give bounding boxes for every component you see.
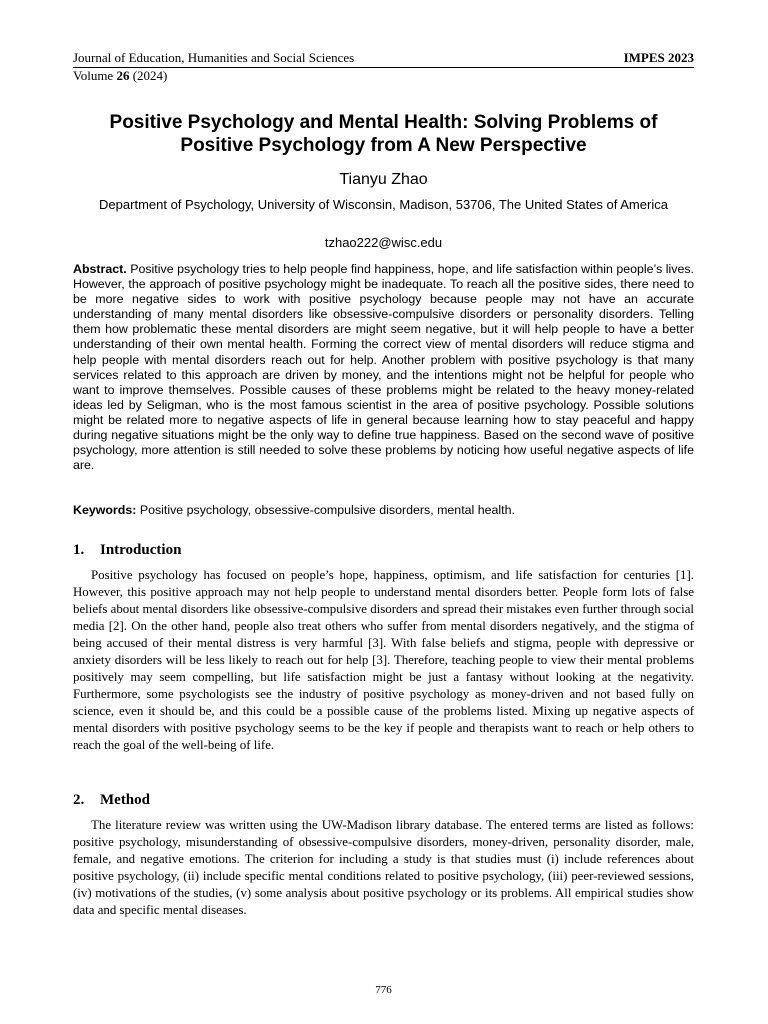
abstract-text: Positive psychology tries to help people find happiness, hope, and life satisfaction within people’s lives. However, the approach of positive psychology might be inadequate. To reach all the positive sides, there need to be more negative sides to work with positive psychology because people may not have an accurate understanding of many mental disorders like obsessive-compulsive disorders or personality disorders. Telling them how problematic these mental disorders are might seem negative, but it will help people to have a better understanding of their own mental health. Forming the correct view of mental disorders will reduce stigma and help people with mental disorders reach out for help. Another problem with positive psychology is that many services related to this approach are driven by money, and the intentions might not be helpful for people who want to improve themselves. Possible causes of these problems might be related to the heavy money-related ideas led by Seligman, who is the most famous scientist in the area of positive psychology. Possible solutions might be related more to negative aspects of life in general because learning how to stay peaceful and happy during negative situations might be the only way to define true happiness. Based on the second wave of positive psychology, more attention is still needed to solve these problems by noticing how useful negative aspects of life are.	[73, 262, 694, 473]
page-number: 776	[375, 984, 392, 996]
author-name: Tianyu Zhao	[339, 171, 428, 188]
volume-line	[73, 68, 694, 83]
conference-name: IMPES 2023	[623, 50, 694, 65]
journal-name: Journal of Education, Humanities and Social Sciences	[73, 50, 355, 65]
author-affiliation: Department of Psychology, University of Wisconsin, Madison, 53706, The United States of America	[99, 197, 668, 212]
section-heading-introduction	[73, 541, 694, 559]
abstract-label: Abstract.	[73, 262, 127, 276]
section-number: 1.	[73, 542, 85, 558]
keywords	[73, 503, 694, 518]
keywords-label: Keywords:	[73, 503, 137, 517]
keywords-text: Positive psychology, obsessive-compulsive disorders, mental health.	[139, 503, 515, 517]
abstract	[73, 262, 694, 473]
paper-title: Positive Psychology and Mental Health: Solving Problems of Positive Psychology from A New Perspective	[109, 112, 658, 156]
volume-label: Volume	[73, 68, 114, 83]
volume-number: 26	[116, 68, 130, 83]
running-header	[73, 50, 694, 83]
section-heading-method	[73, 791, 694, 809]
section-title: Method	[100, 792, 150, 808]
introduction-paragraph: Positive psychology has focused on people’s hope, happiness, optimism, and life satisfaction for centuries [1]. However, this positive approach may not help people to understand mental disorders better. People form lots of false beliefs about mental disorders like obsessive-compulsive disorders and spread their mistakes even further through social media [2]. On the other hand, people also treat others who suffer from mental disorders negatively, and the stigma of being accused of their mental distress is very harmful [3]. With false beliefs and stigma, people with depressive or anxiety disorders will be less likely to reach out for help [3]. Therefore, teaching people to view their mental problems positively may seem compelling, but life satisfaction might be just a fantasy without looking at the negativity. Furthermore, some psychologists see the industry of positive psychology as money-driven and not based fully on science, even it should be, and this could be a possible cause of the problems listed. Mixing up negative aspects of mental disorders with positive psychology seems to be the key if people and therapists want to reach or help others to reach the goal of the well-being of life.	[73, 568, 694, 752]
section-title: Introduction	[100, 542, 182, 558]
method-paragraph: The literature review was written using the UW-Madison library database. The entered terms are listed as follows: positive psychology, misunderstanding of obsessive-compulsive disorders, money-driven, personality disorder, male, female, and negative emotions. The criterion for including a study is that studies must (i) include references about positive psychology, (ii) include specific mental conditions related to positive psychology, (iii) peer-reviewed sessions, (iv) motivations of the studies, (v) some analysis about positive psychology or its problems. All empirical studies show data and specific mental diseases.	[73, 818, 694, 917]
author-email: tzhao222@wisc.edu	[324, 235, 443, 250]
section-number: 2.	[73, 792, 85, 808]
header-row	[73, 50, 694, 65]
volume-year: (2024)	[132, 68, 168, 83]
